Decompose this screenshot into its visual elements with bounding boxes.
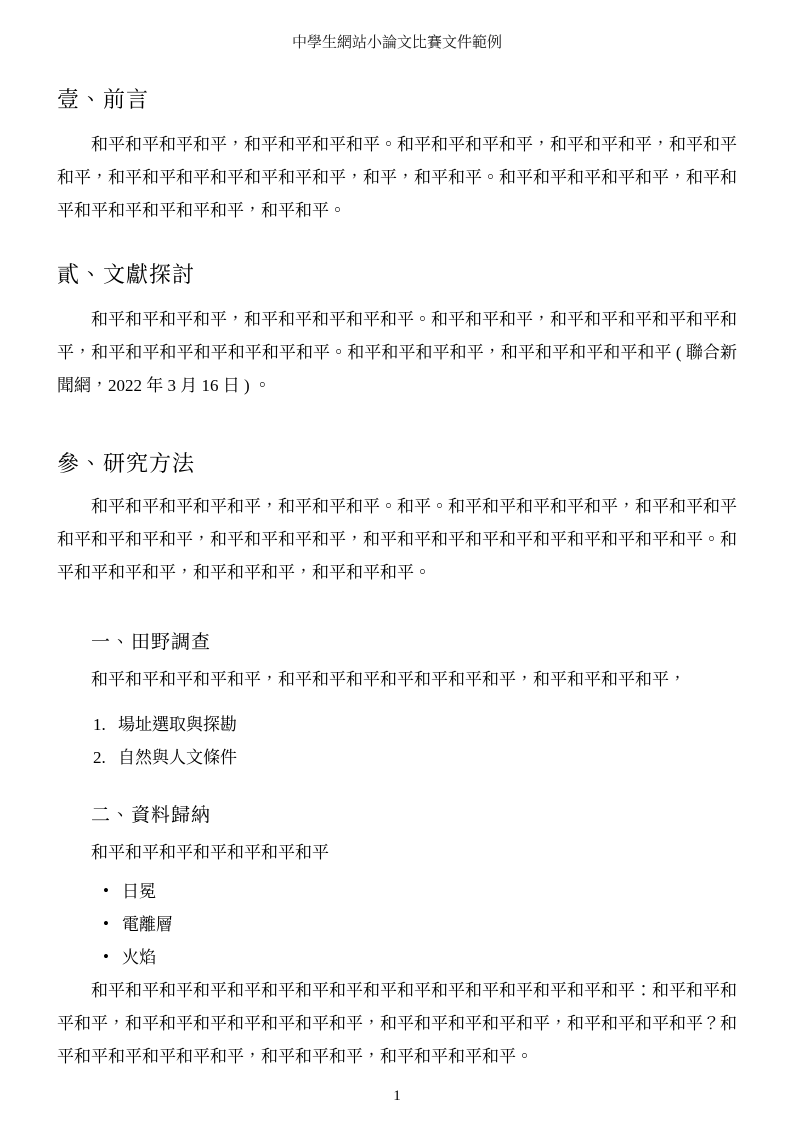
- bullet-list-item: [103, 941, 737, 974]
- subsection-1-paragraph: 和平和平和平和平和平，和平和平和平和平和平和平和平，和平和平和平和平，: [91, 670, 686, 689]
- page-header-title: 中學生網站小論文比賽文件範例: [291, 35, 502, 51]
- subsection-heading-1: 一、田野調查: [91, 632, 212, 653]
- list-number: 2.: [93, 748, 106, 767]
- bullet-list-item: [103, 875, 737, 908]
- ordered-list: [93, 708, 737, 774]
- bullet-item-text: 日冕: [121, 882, 156, 901]
- bullet-list-item: [103, 908, 737, 941]
- section-3-paragraph: 和平和平和平和平和平，和平和平和平。和平。和平和平和平和平和平，和平和平和平和平和平和平和平，和平和平和平和平，和平和平和平和平和平和平和平和平和平和平。和平和平和平和平，和平和平和平，和平和平和平。: [57, 497, 737, 582]
- subsection-heading-2: 二、資料歸納: [91, 805, 212, 826]
- bullet-icon: •: [103, 881, 109, 900]
- ordered-list-item: [93, 741, 737, 774]
- bullet-item-text: 電離層: [121, 915, 173, 934]
- bullet-item-text: 火焰: [121, 948, 156, 967]
- bullet-icon: •: [103, 914, 109, 933]
- list-number: 1.: [93, 715, 106, 734]
- bullet-list: [103, 875, 737, 974]
- list-item-text: 場址選取與探勘: [118, 715, 237, 734]
- subsection-2-paragraph: 和平和平和平和平和平和平和平: [91, 843, 329, 862]
- section-heading-3: 參、研究方法: [57, 451, 196, 476]
- section-heading-2: 貳、文獻探討: [57, 262, 196, 287]
- section-2-paragraph: 和平和平和平和平，和平和平和平和平和平。和平和平和平，和平和平和平和平和平和平，和平和平和平和平和平和平和平。和平和平和平和平，和平和平和平和平和平 ( 聯合新聞網，2022 年 3 月 16 日 ) 。: [57, 310, 737, 395]
- section-1-paragraph: 和平和平和平和平，和平和平和平和平。和平和平和平和平，和平和平和平，和平和平和平，和平和平和平和平和平和平和平，和平，和平和平。和平和平和平和平和平，和平和平和平和平和平和平和平，和平和平。: [57, 135, 737, 220]
- page-number: 1: [393, 1088, 401, 1104]
- bullet-icon: •: [103, 947, 109, 966]
- section-heading-1: 壹、前言: [57, 87, 150, 112]
- ordered-list-item: [93, 708, 737, 741]
- list-item-text: 自然與人文條件: [118, 748, 237, 767]
- closing-paragraph: 和平和平和平和平和平和平和平和平和平和平和平和平和平和平和平和平：和平和平和平和平，和平和平和平和平和平和平和平，和平和平和平和平和平，和平和平和平和平？和平和平和平和平和平和平，和平和平和平，和平和平和平和平。: [57, 981, 737, 1066]
